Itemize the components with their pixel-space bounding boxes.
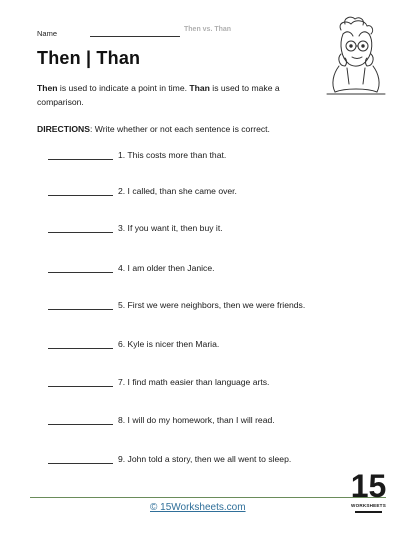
name-label: Name bbox=[37, 28, 58, 38]
answer-line[interactable] bbox=[48, 339, 113, 349]
answer-line[interactable] bbox=[48, 377, 113, 387]
question-text: 7. I find math easier than language arts. bbox=[118, 377, 270, 387]
question-row bbox=[48, 337, 219, 351]
answer-line[interactable] bbox=[48, 415, 113, 425]
intro-term-than: Than bbox=[189, 83, 210, 93]
question-text: 9. John told a story, then we all went to sleep. bbox=[118, 454, 292, 464]
copyright-link[interactable]: © 15Worksheets.com bbox=[150, 502, 246, 513]
question-row bbox=[48, 413, 275, 427]
question-row bbox=[48, 452, 291, 466]
question-row bbox=[48, 221, 223, 235]
footer-divider bbox=[30, 497, 386, 498]
directions bbox=[37, 124, 377, 134]
logo-word: WORKSHEETS bbox=[351, 503, 386, 508]
question-row bbox=[48, 261, 215, 275]
intro-paragraph bbox=[37, 81, 327, 109]
intro-term-then: Then bbox=[37, 83, 58, 93]
name-row bbox=[37, 26, 57, 40]
student-illustration-icon bbox=[325, 14, 387, 104]
intro-text-than: is used to make a comparison. bbox=[37, 83, 280, 107]
question-text: 2. I called, than she came over. bbox=[118, 186, 237, 196]
question-text: 6. Kyle is nicer then Maria. bbox=[118, 339, 220, 349]
answer-line[interactable] bbox=[48, 150, 113, 160]
logo-number: 15 bbox=[350, 468, 387, 504]
answer-line[interactable] bbox=[48, 186, 113, 196]
answer-line[interactable] bbox=[48, 300, 113, 310]
page-title: Then | Than bbox=[37, 48, 141, 68]
question-text: 4. I am older then Janice. bbox=[118, 263, 215, 273]
question-row bbox=[48, 148, 226, 162]
question-text: 1. This costs more than that. bbox=[118, 150, 227, 160]
worksheet-tag: Then vs. Than bbox=[184, 26, 232, 33]
intro-text-then: is used to indicate a point in time. bbox=[57, 83, 190, 93]
directions-text: : Write whether or not each sentence is correct. bbox=[90, 124, 270, 134]
directions-label: DIRECTIONS bbox=[37, 124, 90, 134]
question-text: 3. If you want it, then buy it. bbox=[118, 223, 223, 233]
question-text: 5. First we were neighbors, then we were friends. bbox=[118, 300, 306, 310]
question-text: 8. I will do my homework, than I will read. bbox=[118, 415, 275, 425]
question-row bbox=[48, 375, 269, 389]
question-row bbox=[48, 298, 305, 312]
name-line[interactable] bbox=[90, 36, 180, 37]
question-row bbox=[48, 184, 237, 198]
answer-line[interactable] bbox=[48, 454, 113, 464]
answer-line[interactable] bbox=[48, 223, 113, 233]
answer-line[interactable] bbox=[48, 263, 113, 273]
15worksheets-logo bbox=[350, 463, 387, 521]
